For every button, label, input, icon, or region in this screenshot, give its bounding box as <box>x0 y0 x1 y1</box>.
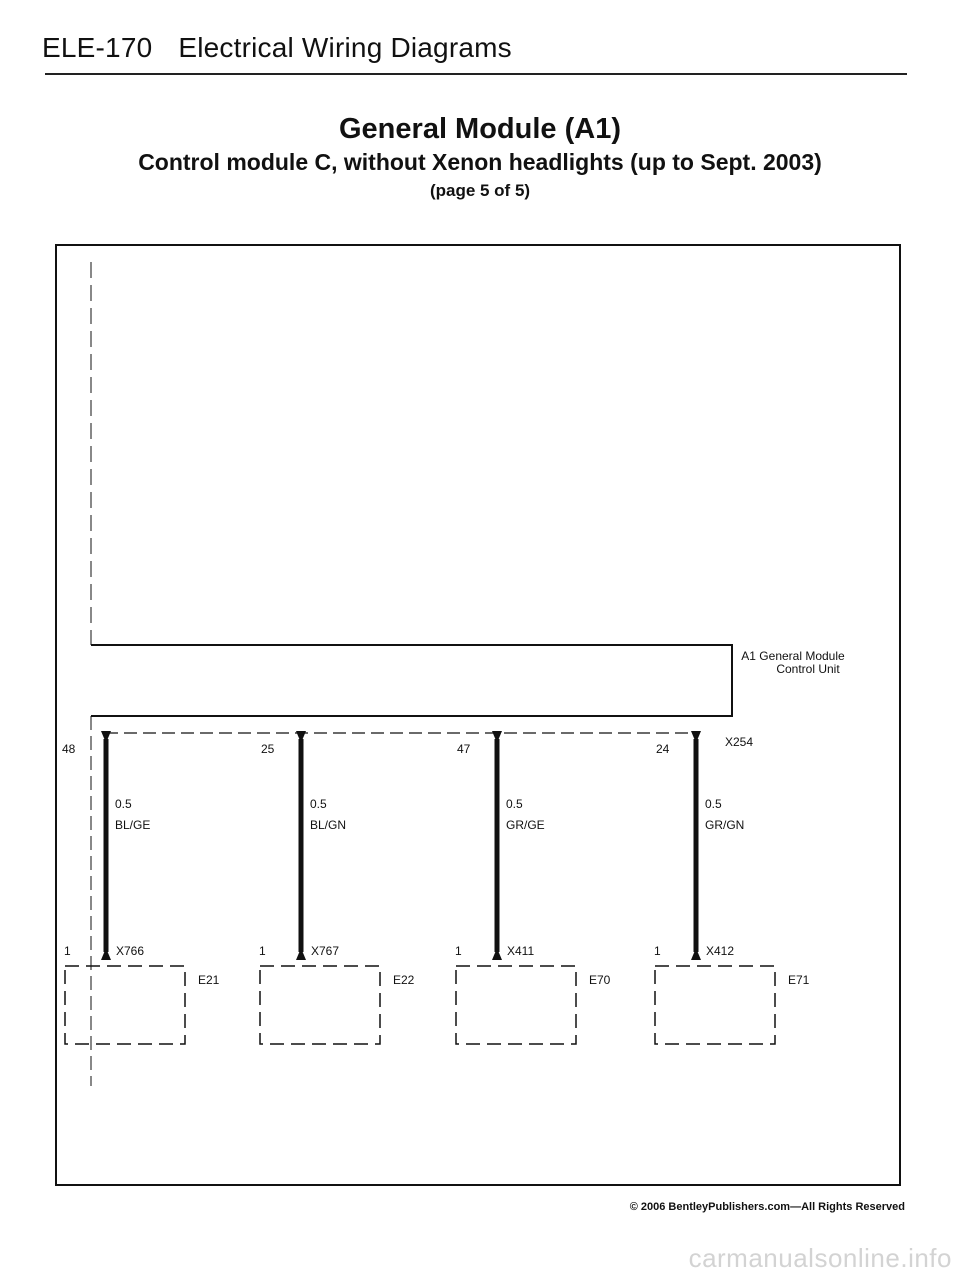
module-label-line2: Control Unit <box>776 662 840 676</box>
watermark: carmanualsonline.info <box>688 1243 952 1273</box>
component-pin-arrow <box>296 948 306 960</box>
module-connector-label: X254 <box>725 735 754 749</box>
diagram-page-indicator: (page 5 of 5) <box>429 181 531 200</box>
component-box <box>655 966 775 1044</box>
module-pin-number: 24 <box>656 742 670 756</box>
section-number: ELE-170 <box>42 32 153 63</box>
wire-size: 0.5 <box>310 797 327 811</box>
module-pin-arrow <box>492 731 502 743</box>
wire-size: 0.5 <box>705 797 722 811</box>
wire-1 <box>62 731 220 1044</box>
module-box <box>91 645 732 716</box>
wire-4 <box>654 731 810 1044</box>
wire-2 <box>259 731 415 1044</box>
module-pin-number: 47 <box>457 742 471 756</box>
diagram-title: General Module (A1) <box>339 113 621 145</box>
component-box <box>456 966 576 1044</box>
component-connector-pin: 1 <box>455 944 462 958</box>
wire-size: 0.5 <box>506 797 523 811</box>
component-connector-label: X766 <box>116 944 145 958</box>
component-connector-pin: 1 <box>259 944 266 958</box>
component-pin-arrow <box>101 948 111 960</box>
module-pin-number: 25 <box>261 742 275 756</box>
wire-size: 0.5 <box>115 797 132 811</box>
component-connector-label: X767 <box>311 944 340 958</box>
diagram-subtitle: Control module C, without Xenon headlights (up to Sept. 2003) <box>138 149 822 175</box>
wire-3 <box>455 731 611 1044</box>
component-pin-arrow <box>691 948 701 960</box>
section-title: Electrical Wiring Diagrams <box>178 32 512 63</box>
module-pin-arrow <box>296 731 306 743</box>
component-connector-label: X412 <box>706 944 735 958</box>
module-pin-number: 48 <box>62 742 76 756</box>
component-label: E21 <box>198 973 220 987</box>
wire-group <box>62 731 810 1044</box>
component-label: E71 <box>788 973 810 987</box>
module-pin-arrow <box>691 731 701 743</box>
wire-color-code: BL/GE <box>115 818 151 832</box>
module-label-line1: A1 General Module <box>741 649 845 663</box>
component-box <box>260 966 380 1044</box>
component-box <box>65 966 185 1044</box>
component-connector-label: X411 <box>507 944 535 958</box>
component-connector-pin: 1 <box>64 944 71 958</box>
component-label: E22 <box>393 973 415 987</box>
wire-color-code: GR/GN <box>705 818 745 832</box>
wire-color-code: GR/GE <box>506 818 545 832</box>
component-label: E70 <box>589 973 611 987</box>
component-connector-pin: 1 <box>654 944 661 958</box>
module-pin-arrow <box>101 731 111 743</box>
wire-color-code: BL/GN <box>310 818 347 832</box>
component-pin-arrow <box>492 948 502 960</box>
copyright: © 2006 BentleyPublishers.com—All Rights Reserved <box>629 1201 905 1213</box>
